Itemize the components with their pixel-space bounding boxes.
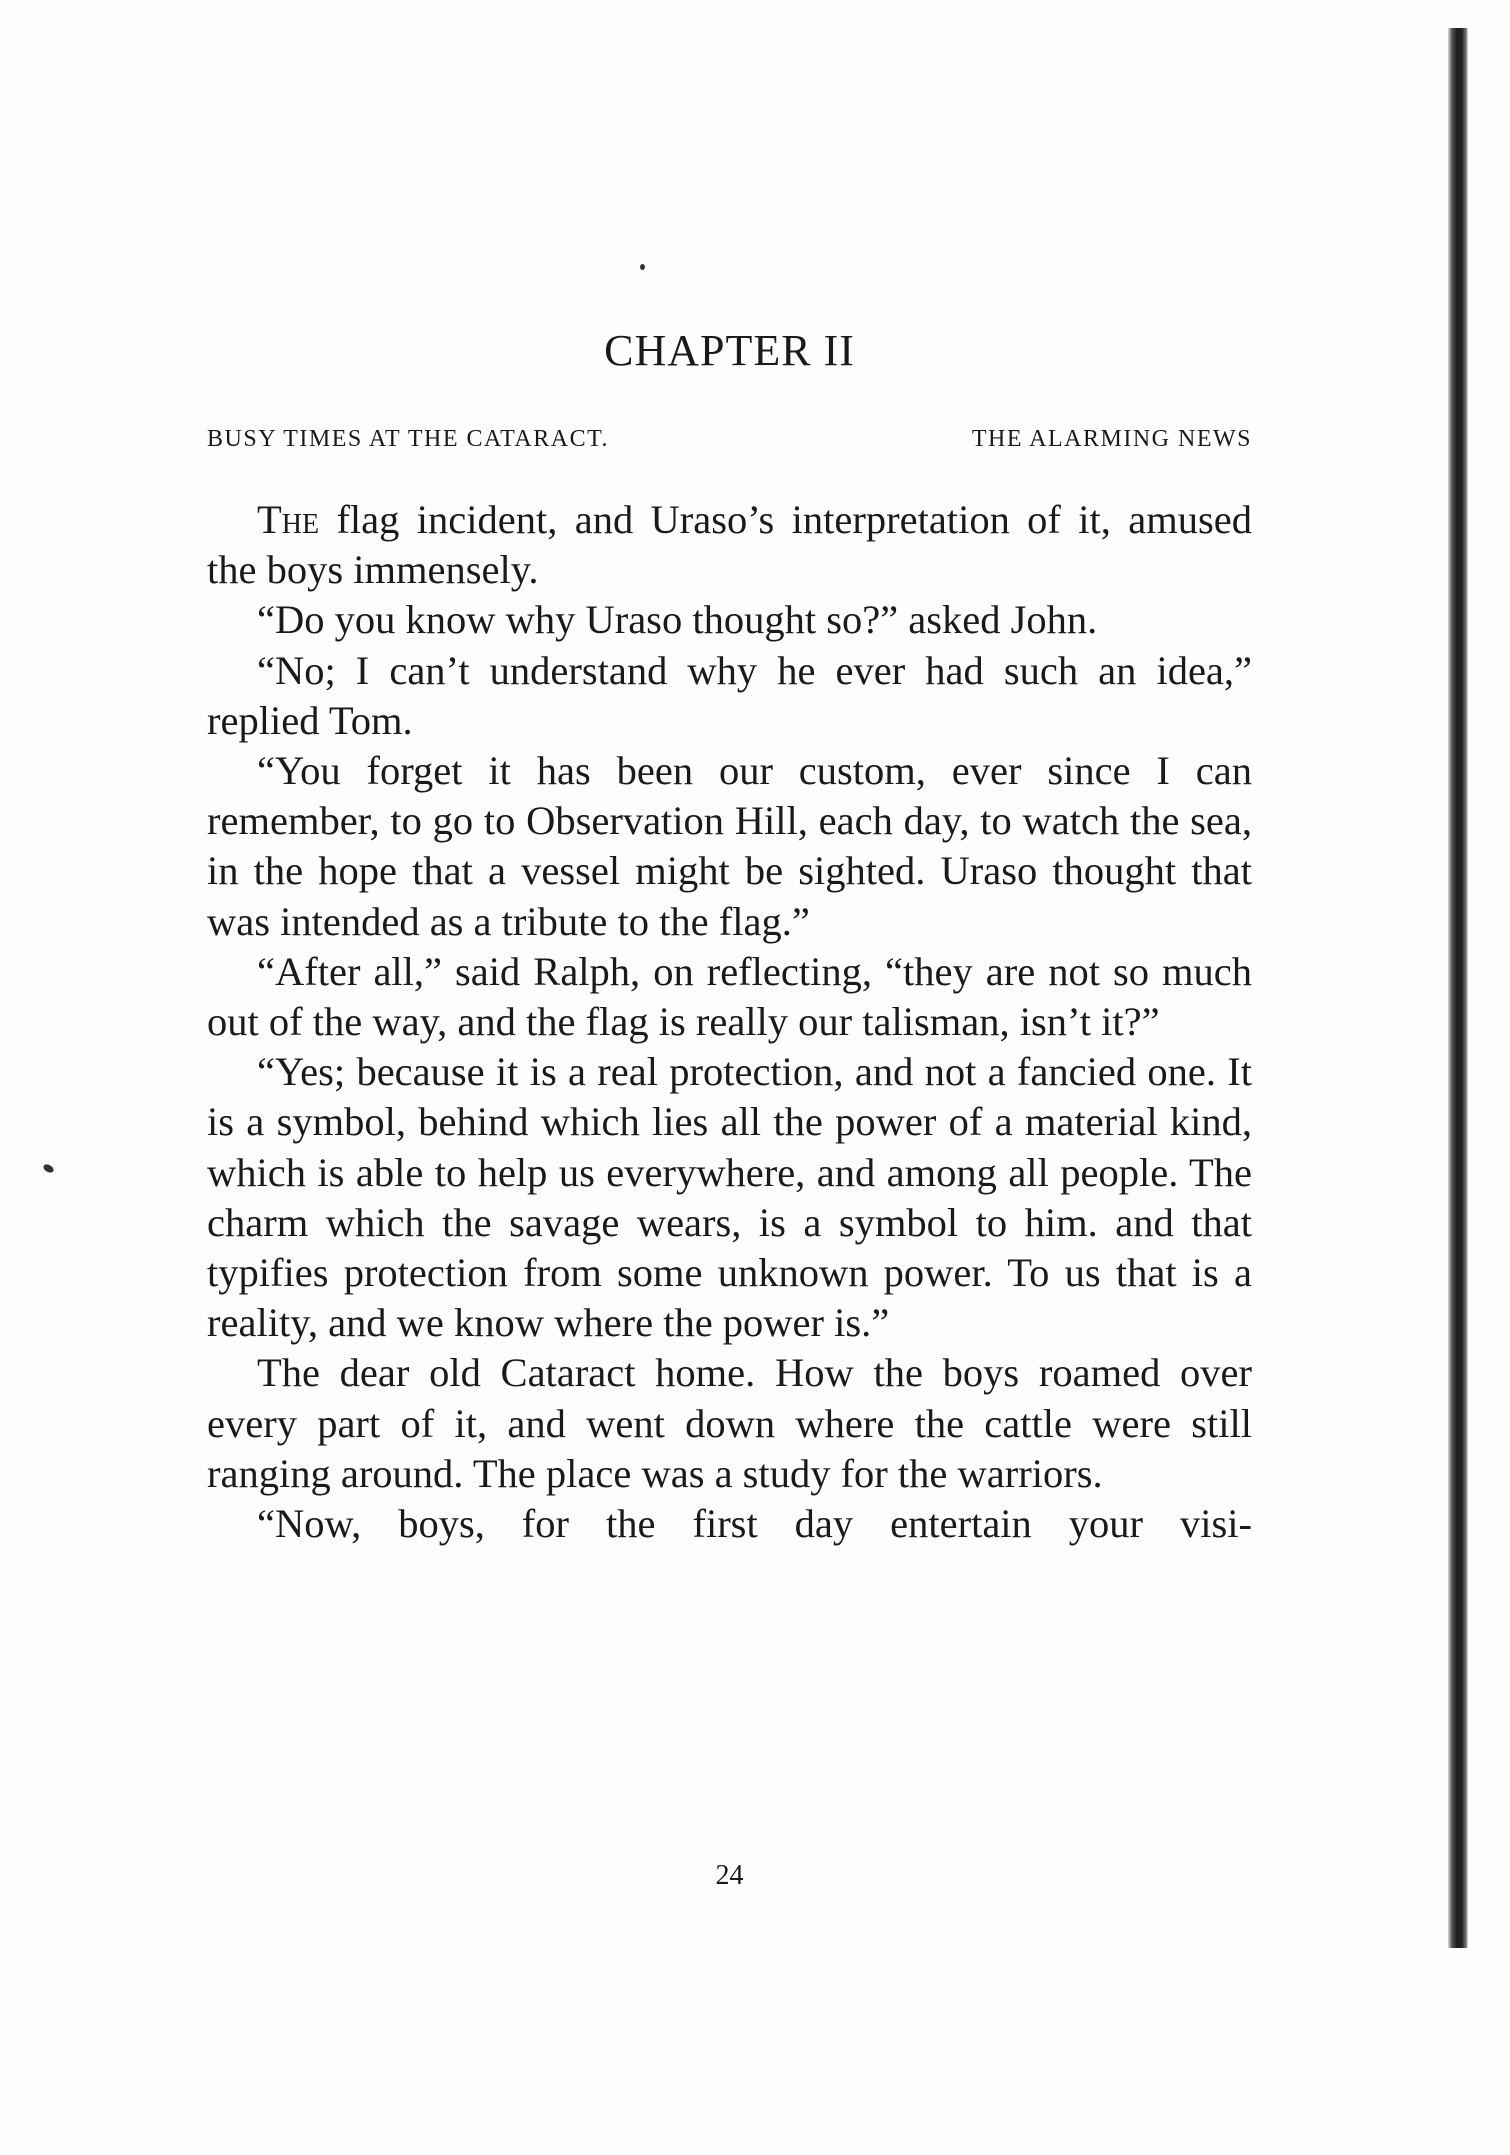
chapter-title: CHAPTER II <box>604 326 855 375</box>
chapter-subtitle-right: THE ALARMING NEWS <box>971 426 1252 452</box>
chapter-subtitle <box>207 426 1252 453</box>
paragraph: “Do you know why Uraso thought so?” asked John. <box>257 597 1098 643</box>
page-speck <box>42 1163 55 1175</box>
paragraph: “You forget it has been our custom, ever since I can remember, to go to Observation Hill, each day, to watch the sea, in the hope that a vessel might be sighted. Uraso thought that was intended as a tribute to the flag.” <box>207 748 1252 944</box>
paragraph: “After all,” said Ralph, on reflecting, “they are not so much out of the way, and the flag is really our talisman, isn’t it?” <box>207 948 1252 1045</box>
paragraph: “No; I can’t understand why he ever had such an idea,” replied Tom. <box>207 647 1252 743</box>
paragraph <box>207 495 1252 595</box>
page-speck <box>640 264 645 270</box>
paragraph-text: flag incident, and Uraso’s interpretation of it, amused the boys immensely. <box>207 497 1252 593</box>
chapter-subtitle-left: BUSY TIMES AT THE CATARACT. <box>207 426 609 452</box>
page-number: 24 <box>715 1860 744 1891</box>
page-spine-edge <box>1448 28 1468 1948</box>
paragraph-lead-word: The <box>257 497 320 542</box>
paragraph: “Now, boys, for the first day entertain your visi- <box>257 1501 1252 1547</box>
chapter-body <box>207 495 1252 1549</box>
paragraph: The dear old Cataract home. How the boys roamed over every part of it, and went down where the cattle were still ranging around. The place was a study for the warriors. <box>207 1350 1252 1496</box>
paragraph: “Yes; because it is a real protection, and not a fancied one. It is a symbol, behind which lies all the power of a material kind, which is able to help us everywhere, and among all people. The charm which the savage wears, is a symbol to him. and that typifies protection from some unknown power. To us that is a reality, and we know where the power is.” <box>207 1049 1252 1346</box>
